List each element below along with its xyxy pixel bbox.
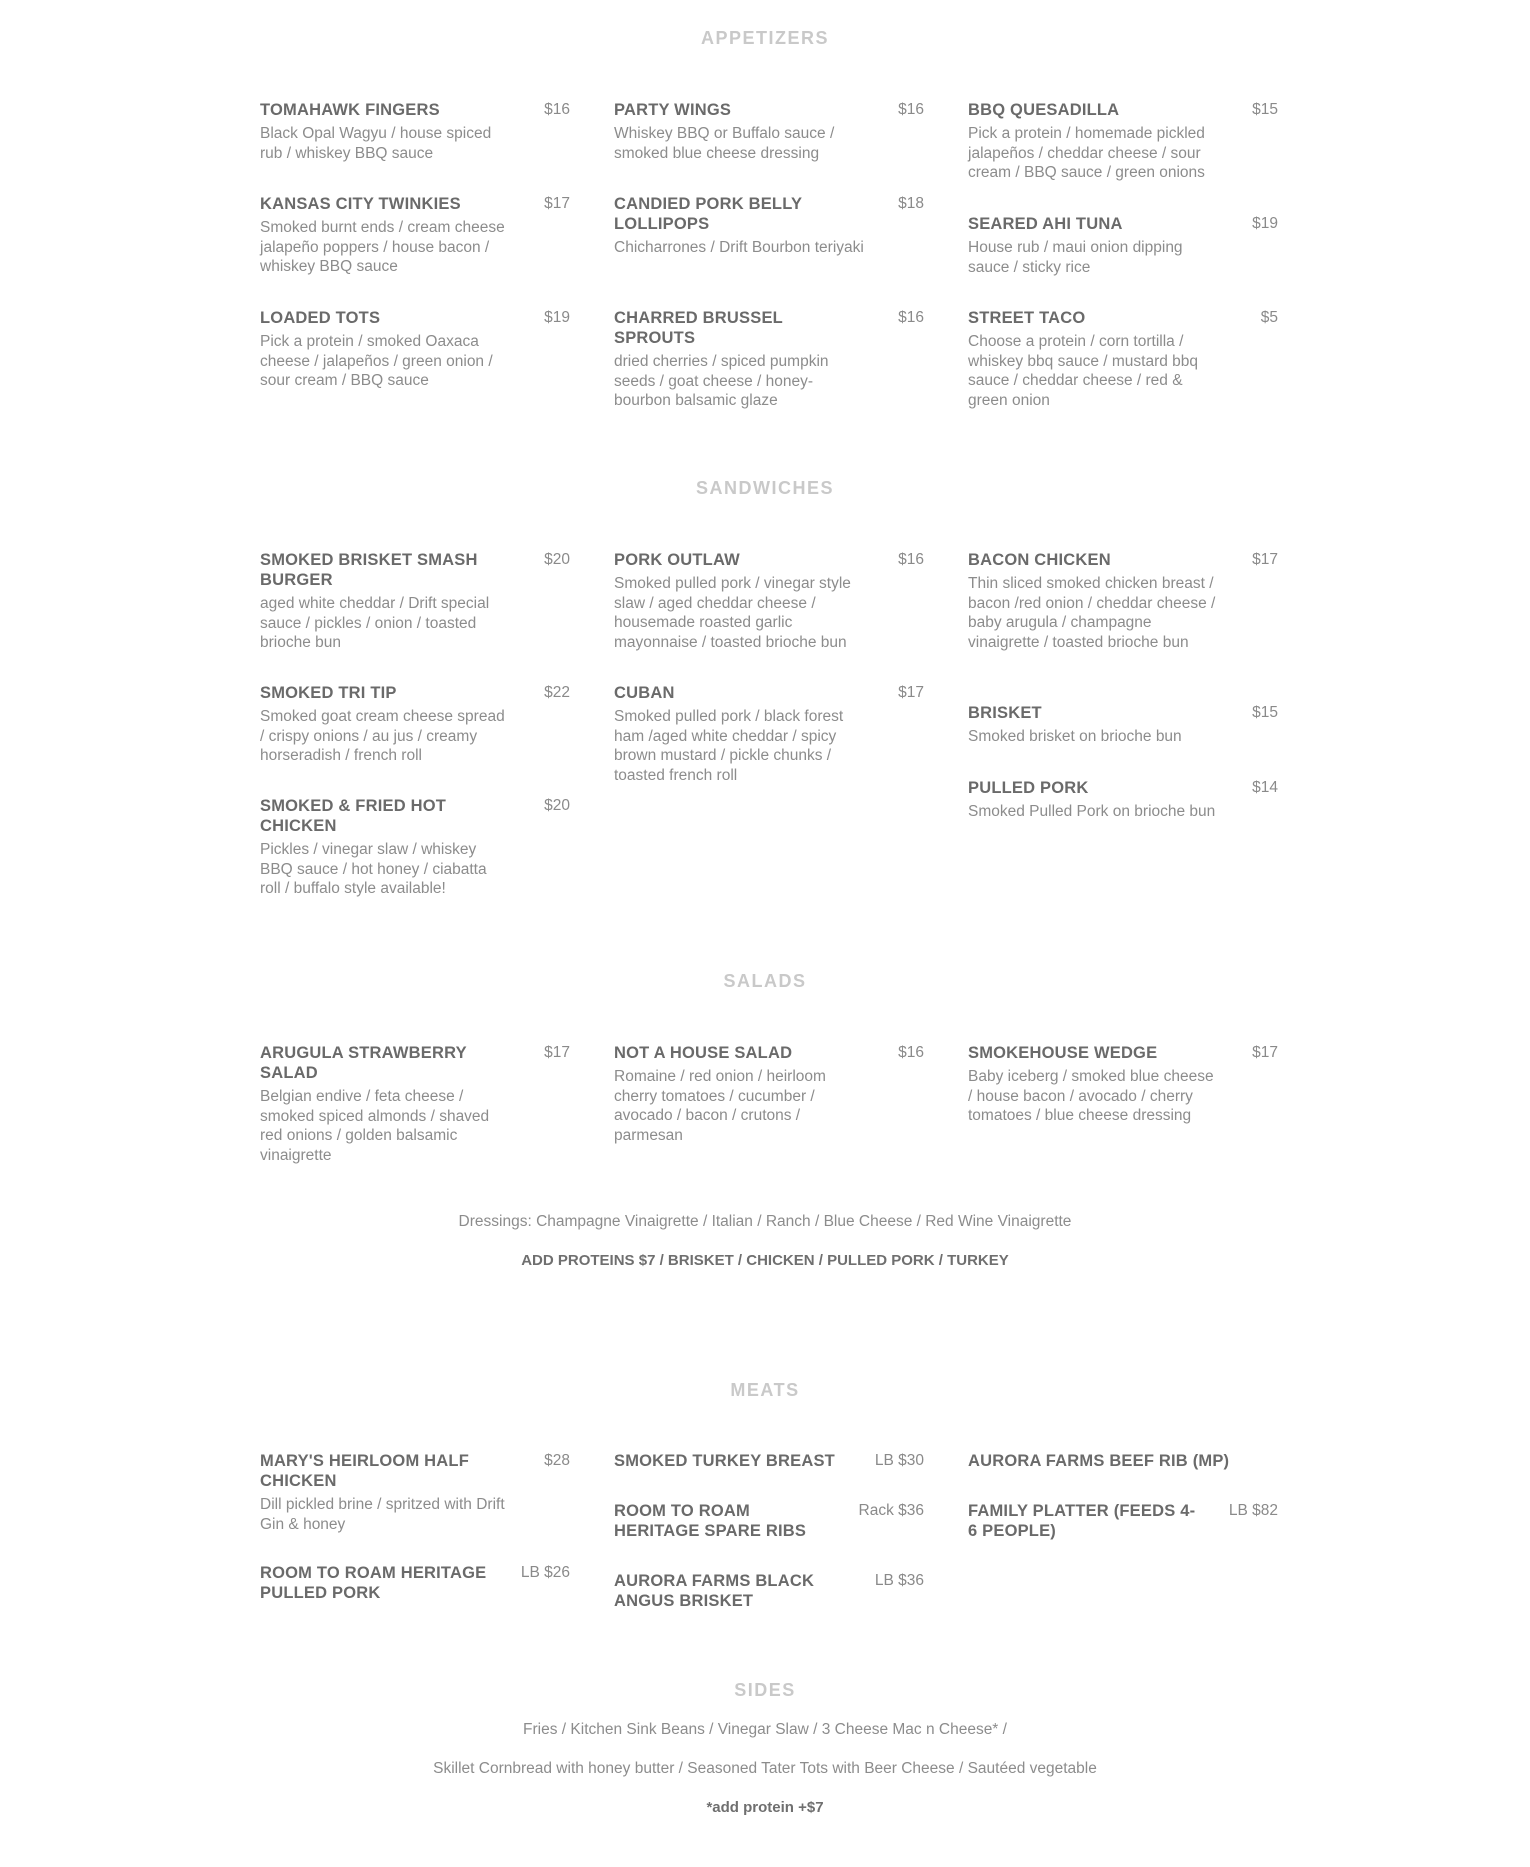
menu-item bbox=[968, 1501, 1278, 1541]
item-description: Smoked goat cream cheese spread / crispy onions / au jus / creamy horseradish / french roll bbox=[260, 708, 505, 765]
menu-item bbox=[968, 308, 1278, 411]
item-name: SMOKED TRI TIP bbox=[260, 684, 397, 702]
item-name: PULLED PORK bbox=[968, 779, 1089, 797]
item-description: Belgian endive / feta cheese / smoked spiced almonds / shaved red onions / golden balsamic vinaigrette bbox=[260, 1088, 490, 1165]
item-description: Black Opal Wagyu / house spiced rub / whiskey BBQ sauce bbox=[260, 125, 492, 162]
menu-item bbox=[968, 1043, 1278, 1126]
item-price: $19 bbox=[544, 309, 570, 326]
item-description: Pickles / vinegar slaw / whiskey BBQ sauce / hot honey / ciabatta roll / buffalo style available! bbox=[260, 841, 487, 898]
menu-item bbox=[614, 308, 924, 411]
item-name: ROOM TO ROAM HERITAGE PULLED PORK bbox=[260, 1564, 487, 1602]
item-name: KANSAS CITY TWINKIES bbox=[260, 195, 461, 213]
item-name: CUBAN bbox=[614, 684, 675, 702]
item-description: Pick a protein / homemade pickled jalapeños / cheddar cheese / sour cream / BBQ sauce / green onions bbox=[968, 125, 1205, 182]
menu-item bbox=[614, 1501, 924, 1541]
menu-item bbox=[968, 703, 1278, 747]
item-name: PORK OUTLAW bbox=[614, 551, 740, 569]
item-price: $16 bbox=[544, 101, 570, 118]
item-price: $14 bbox=[1252, 779, 1278, 796]
item-description: dried cherries / spiced pumpkin seeds / goat cheese / honey-bourbon balsamic glaze bbox=[614, 353, 829, 410]
menu-item bbox=[968, 550, 1278, 653]
sides-line-1: Fries / Kitchen Sink Beans / Vinegar Slaw / 3 Cheese Mac n Cheese* / bbox=[523, 1721, 1007, 1738]
item-description: Dill pickled brine / spritzed with Drift Gin & honey bbox=[260, 1496, 505, 1533]
item-name: FAMILY PLATTER (FEEDS 4-6 PEOPLE) bbox=[968, 1502, 1196, 1540]
item-name: ARUGULA STRAWBERRY SALAD bbox=[260, 1044, 467, 1082]
item-price: $22 bbox=[544, 684, 570, 701]
item-description: Smoked brisket on brioche bun bbox=[968, 728, 1182, 745]
item-description: Whiskey BBQ or Buffalo sauce / smoked blue cheese dressing bbox=[614, 125, 835, 162]
item-price: $16 bbox=[898, 101, 924, 118]
item-price: LB $26 bbox=[520, 1564, 570, 1581]
item-name: SMOKED BRISKET SMASH BURGER bbox=[260, 551, 478, 589]
sandwiches-title: SANDWICHES bbox=[695, 478, 834, 498]
menu-item bbox=[260, 683, 570, 766]
item-name: CHARRED BRUSSEL SPROUTS bbox=[614, 309, 783, 347]
menu-item bbox=[260, 308, 570, 391]
item-price: $17 bbox=[898, 684, 924, 701]
item-price: $17 bbox=[1252, 1044, 1278, 1061]
item-name: SMOKED & FRIED HOT CHICKEN bbox=[260, 797, 447, 835]
item-description: Chicharrones / Drift Bourbon teriyaki bbox=[614, 239, 864, 256]
item-price: $15 bbox=[1252, 101, 1278, 118]
sides-line-2: Skillet Cornbread with honey butter / Seasoned Tater Tots with Beer Cheese / Sautéed vegetable bbox=[433, 1760, 1097, 1777]
item-name: NOT A HOUSE SALAD bbox=[614, 1044, 793, 1062]
item-price: $19 bbox=[1252, 215, 1278, 232]
item-description: Baby iceberg / smoked blue cheese / house bacon / avocado / cherry tomatoes / blue cheese dressing bbox=[968, 1068, 1214, 1125]
item-name: ROOM TO ROAM HERITAGE SPARE RIBS bbox=[614, 1502, 807, 1540]
menu-item bbox=[260, 550, 570, 653]
menu-item bbox=[260, 100, 570, 163]
item-name: BRISKET bbox=[968, 704, 1042, 722]
menu-item bbox=[614, 1451, 924, 1471]
menu-item bbox=[614, 1043, 924, 1146]
item-price: $20 bbox=[544, 551, 570, 568]
menu-item bbox=[260, 796, 570, 899]
meats-title: MEATS bbox=[730, 1380, 800, 1400]
item-price: $16 bbox=[898, 309, 924, 326]
item-name: SMOKEHOUSE WEDGE bbox=[968, 1044, 1158, 1062]
menu-item bbox=[260, 1451, 570, 1534]
item-name: AURORA FARMS BLACK ANGUS BRISKET bbox=[614, 1572, 815, 1610]
item-price: $18 bbox=[898, 195, 924, 212]
item-description: Smoked Pulled Pork on brioche bun bbox=[968, 803, 1216, 820]
sides-protein-note: *add protein +$7 bbox=[706, 1799, 824, 1816]
item-description: Romaine / red onion / heirloom cherry tomatoes / cucumber / avocado / bacon / crutons / parmesan bbox=[614, 1068, 826, 1145]
item-price: $28 bbox=[544, 1452, 570, 1469]
item-name: LOADED TOTS bbox=[260, 309, 381, 327]
item-description: Choose a protein / corn tortilla / whiskey bbq sauce / mustard bbq sauce / cheddar cheese / red & green onion bbox=[968, 333, 1199, 410]
menu-item bbox=[260, 194, 570, 277]
item-price: $15 bbox=[1252, 704, 1278, 721]
item-price: $16 bbox=[898, 1044, 924, 1061]
item-name: AURORA FARMS BEEF RIB (MP) bbox=[968, 1452, 1230, 1470]
item-price: $17 bbox=[544, 195, 570, 212]
item-name: TOMAHAWK FINGERS bbox=[260, 101, 440, 119]
item-name: BBQ QUESADILLA bbox=[968, 101, 1120, 119]
item-price: $20 bbox=[544, 797, 570, 814]
menu-item bbox=[968, 214, 1278, 277]
menu-item bbox=[614, 683, 924, 786]
item-price: LB $36 bbox=[874, 1572, 924, 1589]
menu-item bbox=[968, 778, 1278, 822]
item-price: LB $30 bbox=[874, 1452, 924, 1469]
item-price: $5 bbox=[1260, 309, 1278, 326]
menu-item bbox=[614, 1571, 924, 1611]
item-price: $17 bbox=[1252, 551, 1278, 568]
item-price: Rack $36 bbox=[858, 1502, 924, 1519]
item-description: Smoked pulled pork / vinegar style slaw / aged cheddar cheese / housemade roasted garlic mayonnaise / toasted brioche bun bbox=[614, 575, 851, 652]
menu-item bbox=[968, 1451, 1278, 1471]
item-name: SEARED AHI TUNA bbox=[968, 215, 1123, 233]
item-name: STREET TACO bbox=[968, 309, 1086, 327]
item-description: aged white cheddar / Drift special sauce / pickles / onion / toasted brioche bun bbox=[260, 595, 490, 652]
item-price: LB $82 bbox=[1228, 1502, 1278, 1519]
item-price: $16 bbox=[898, 551, 924, 568]
item-description: Smoked burnt ends / cream cheese jalapeño poppers / house bacon / whiskey BBQ sauce bbox=[260, 219, 505, 276]
item-description: Smoked pulled pork / black forest ham /aged white cheddar / spicy brown mustard / pickle chunks / toasted french roll bbox=[614, 708, 844, 785]
salads-title: SALADS bbox=[723, 971, 807, 991]
item-name: MARY'S HEIRLOOM HALF CHICKEN bbox=[260, 1452, 469, 1490]
dressings-text: Dressings: Champagne Vinaigrette / Italian / Ranch / Blue Cheese / Red Wine Vinaigrette bbox=[458, 1213, 1072, 1230]
item-name: BACON CHICKEN bbox=[968, 551, 1111, 569]
menu-item bbox=[260, 1043, 570, 1166]
item-name: PARTY WINGS bbox=[614, 101, 732, 119]
item-description: House rub / maui onion dipping sauce / sticky rice bbox=[968, 239, 1183, 276]
sides-title: SIDES bbox=[734, 1680, 796, 1700]
menu-item bbox=[968, 100, 1278, 183]
item-description: Thin sliced smoked chicken breast / bacon /red onion / cheddar cheese / baby arugula / champagne vinaigrette / toasted brioche bun bbox=[968, 575, 1216, 652]
menu-item bbox=[260, 1563, 570, 1603]
item-price: $17 bbox=[544, 1044, 570, 1061]
item-name: CANDIED PORK BELLY LOLLIPOPS bbox=[614, 195, 802, 233]
appetizers-title: APPETIZERS bbox=[700, 28, 830, 48]
menu-item bbox=[614, 194, 924, 258]
add-proteins-text: ADD PROTEINS $7 / BRISKET / CHICKEN / PULLED PORK / TURKEY bbox=[521, 1252, 1009, 1269]
menu-item bbox=[614, 100, 924, 163]
item-description: Pick a protein / smoked Oaxaca cheese / jalapeños / green onion / sour cream / BBQ sauce bbox=[260, 333, 493, 390]
item-name: SMOKED TURKEY BREAST bbox=[614, 1452, 835, 1470]
menu-item bbox=[614, 550, 924, 653]
